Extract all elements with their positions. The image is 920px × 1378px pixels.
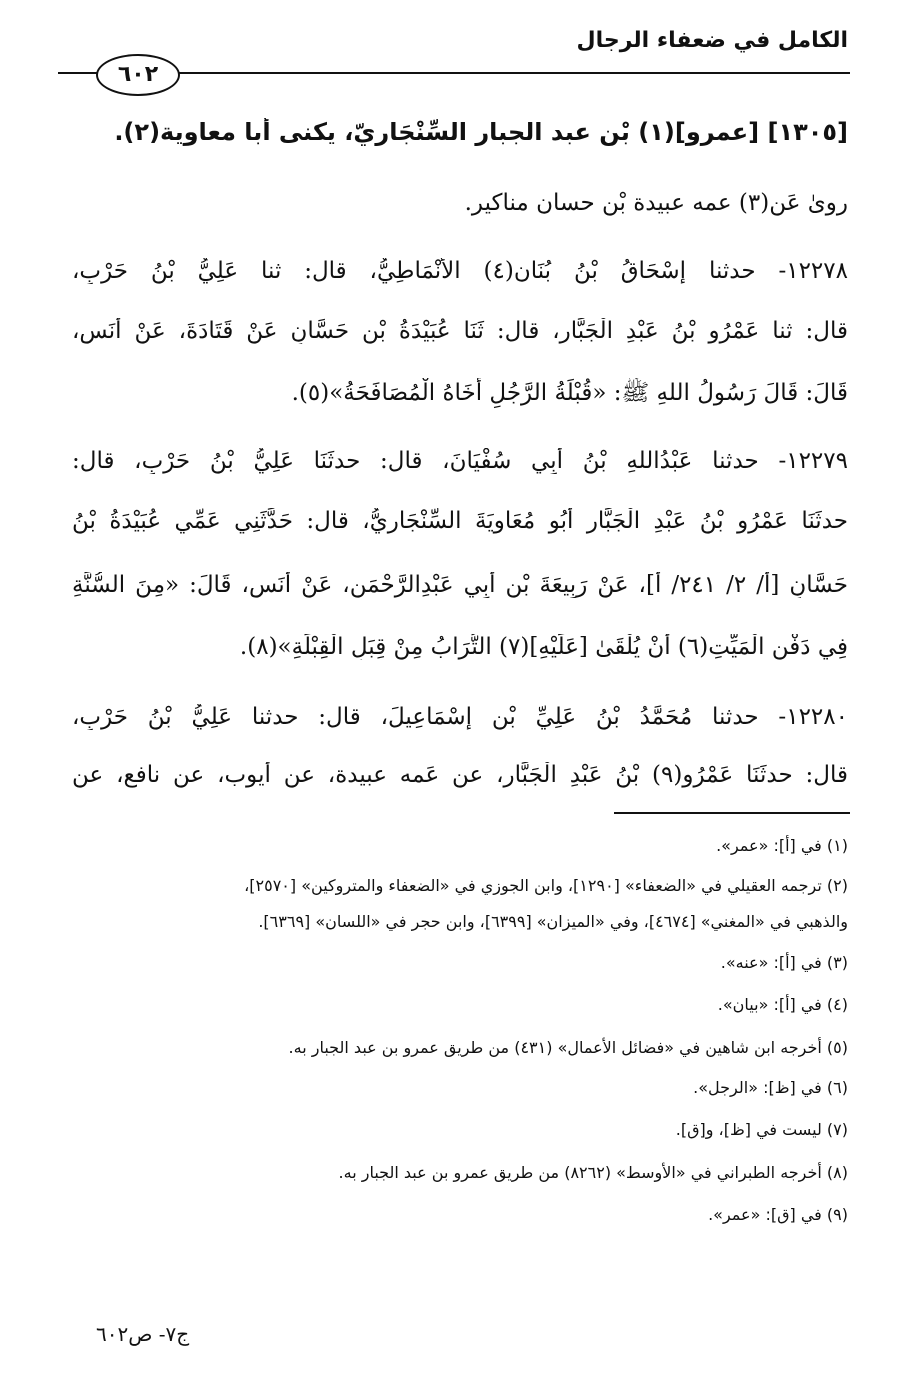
hadith-12279-line-4: فِي دَفْنِ الْمَيِّتِ(٦) أَنْ يُلْقَىٰ [عَلَيْهِ](٧) التُّرَابُ مِنْ قِبَلِ الْقِبْلَةِ»(٨). bbox=[239, 634, 848, 660]
entry-title: [١٣٠٥] [عمرو](١) بْن عبد الجبار السِّنْجَارِيّ، يكنى أبا معاوية(٢). bbox=[114, 118, 848, 146]
footnote-5: (٥) أخرجه ابن شاهين في «فضائل الأعمال» (٤٣١) من طريق عمرو بن عبد الجبار به. bbox=[288, 1038, 848, 1057]
hadith-12278-line-2: قال: ثنا عَمْرُو بْنُ عَبْدِ الْجَبَّارِ، قال: ثَنَا عُبَيْدَةُ بْنِ حَسَّانٍ عَنْ قَتَادَةَ، عَنْ أَنَسٍ، bbox=[72, 318, 848, 344]
hadith-12279-line-2: حدثَنَا عَمْرُو بْنُ عَبْدِ الْجَبَّارِ أَبُو مُعَاوِيَةَ السِّنْجَارِيُّ، قال: حَدَّثَنِي عَمِّي عُبَيْدَةُ بْنُ bbox=[72, 508, 848, 534]
footnote-3: (٣) في [أ]: «عنه». bbox=[720, 953, 848, 972]
footnote-2-line-2: والذهبي في «المغني» [٤٦٧٤]، وفي «الميزان» [٦٣٩٩]، وابن حجر في «اللسان» [٦٣٦٩]. bbox=[258, 912, 848, 931]
footnote-8: (٨) أخرجه الطبراني في «الأوسط» (٨٢٦٢) من طريق عمرو بن عبد الجبار به. bbox=[338, 1163, 848, 1182]
hadith-12279-line-1: ١٢٢٧٩- حدثنا عَبْدُاللهِ بْنُ أَبِي سُفْيَانَ، قال: حدثَنَا عَلِيُّ بْنُ حَرْبٍ، قال: bbox=[72, 448, 848, 474]
hadith-12280-line-1: ١٢٢٨٠- حدثنا مُحَمَّدُ بْنُ عَلِيِّ بْنِ إِسْمَاعِيلَ، قال: حدثنا عَلِيُّ بْنُ حَرْبٍ، bbox=[72, 704, 848, 730]
footnote-7: (٧) ليست في [ظ]، و[ق]. bbox=[675, 1120, 848, 1139]
footnote-4: (٤) في [أ]: «بيان». bbox=[717, 995, 848, 1014]
hadith-12279-line-3: حَسَّانٍ [أ/ ٢/ ٢٤١/ أ]، عَنْ رَبِيعَةَ بْنِ أَبِي عَبْدِالرَّحْمَنِ، عَنْ أَنَسٍ، قَالَ: «مِنَ السُّنَّةِ bbox=[72, 572, 848, 598]
footnote-6: (٦) في [ظ]: «الرجل». bbox=[693, 1078, 848, 1097]
page-signature: ج٧- ص٦٠٢ bbox=[96, 1322, 190, 1346]
hadith-12280-line-2: قال: حدثَنَا عَمْرُو(٩) بْنُ عَبْدِ الْجَبَّارِ، عن عَمه عبيدة، عن أيوب، عن نافع، عن bbox=[72, 762, 848, 788]
hadith-12278-line-1: ١٢٢٧٨- حدثنا إِسْحَاقُ بْنُ بُنَان(٤) الأَنْمَاطِيُّ، قال: ثنا عَلِيُّ بْنُ حَرْبٍ، bbox=[72, 258, 848, 284]
footnote-2-line-1: (٢) ترجمه العقيلي في «الضعفاء» [١٢٩٠]، وابن الجوزي في «الضعفاء والمتروكين» [٢٥٧٠]، bbox=[244, 876, 848, 895]
hadith-12278-line-3: قَالَ: قَالَ رَسُولُ اللهِ ﷺ: «قُبْلَةُ الرَّجُلِ أَخَاهُ الْمُصَافَحَةُ»(٥). bbox=[291, 380, 848, 406]
footnote-9: (٩) في [ق]: «عمر». bbox=[708, 1205, 848, 1224]
running-title: الكامل في ضعفاء الرجال bbox=[576, 28, 848, 53]
page-number-badge: ٦٠٢ bbox=[96, 54, 180, 96]
footnote-1: (١) في [أ]: «عمر». bbox=[716, 836, 848, 855]
entry-intro: روىٰ عَن(٣) عمه عبيدة بْن حسان مناكير. bbox=[464, 190, 848, 216]
footnote-separator bbox=[614, 812, 850, 814]
